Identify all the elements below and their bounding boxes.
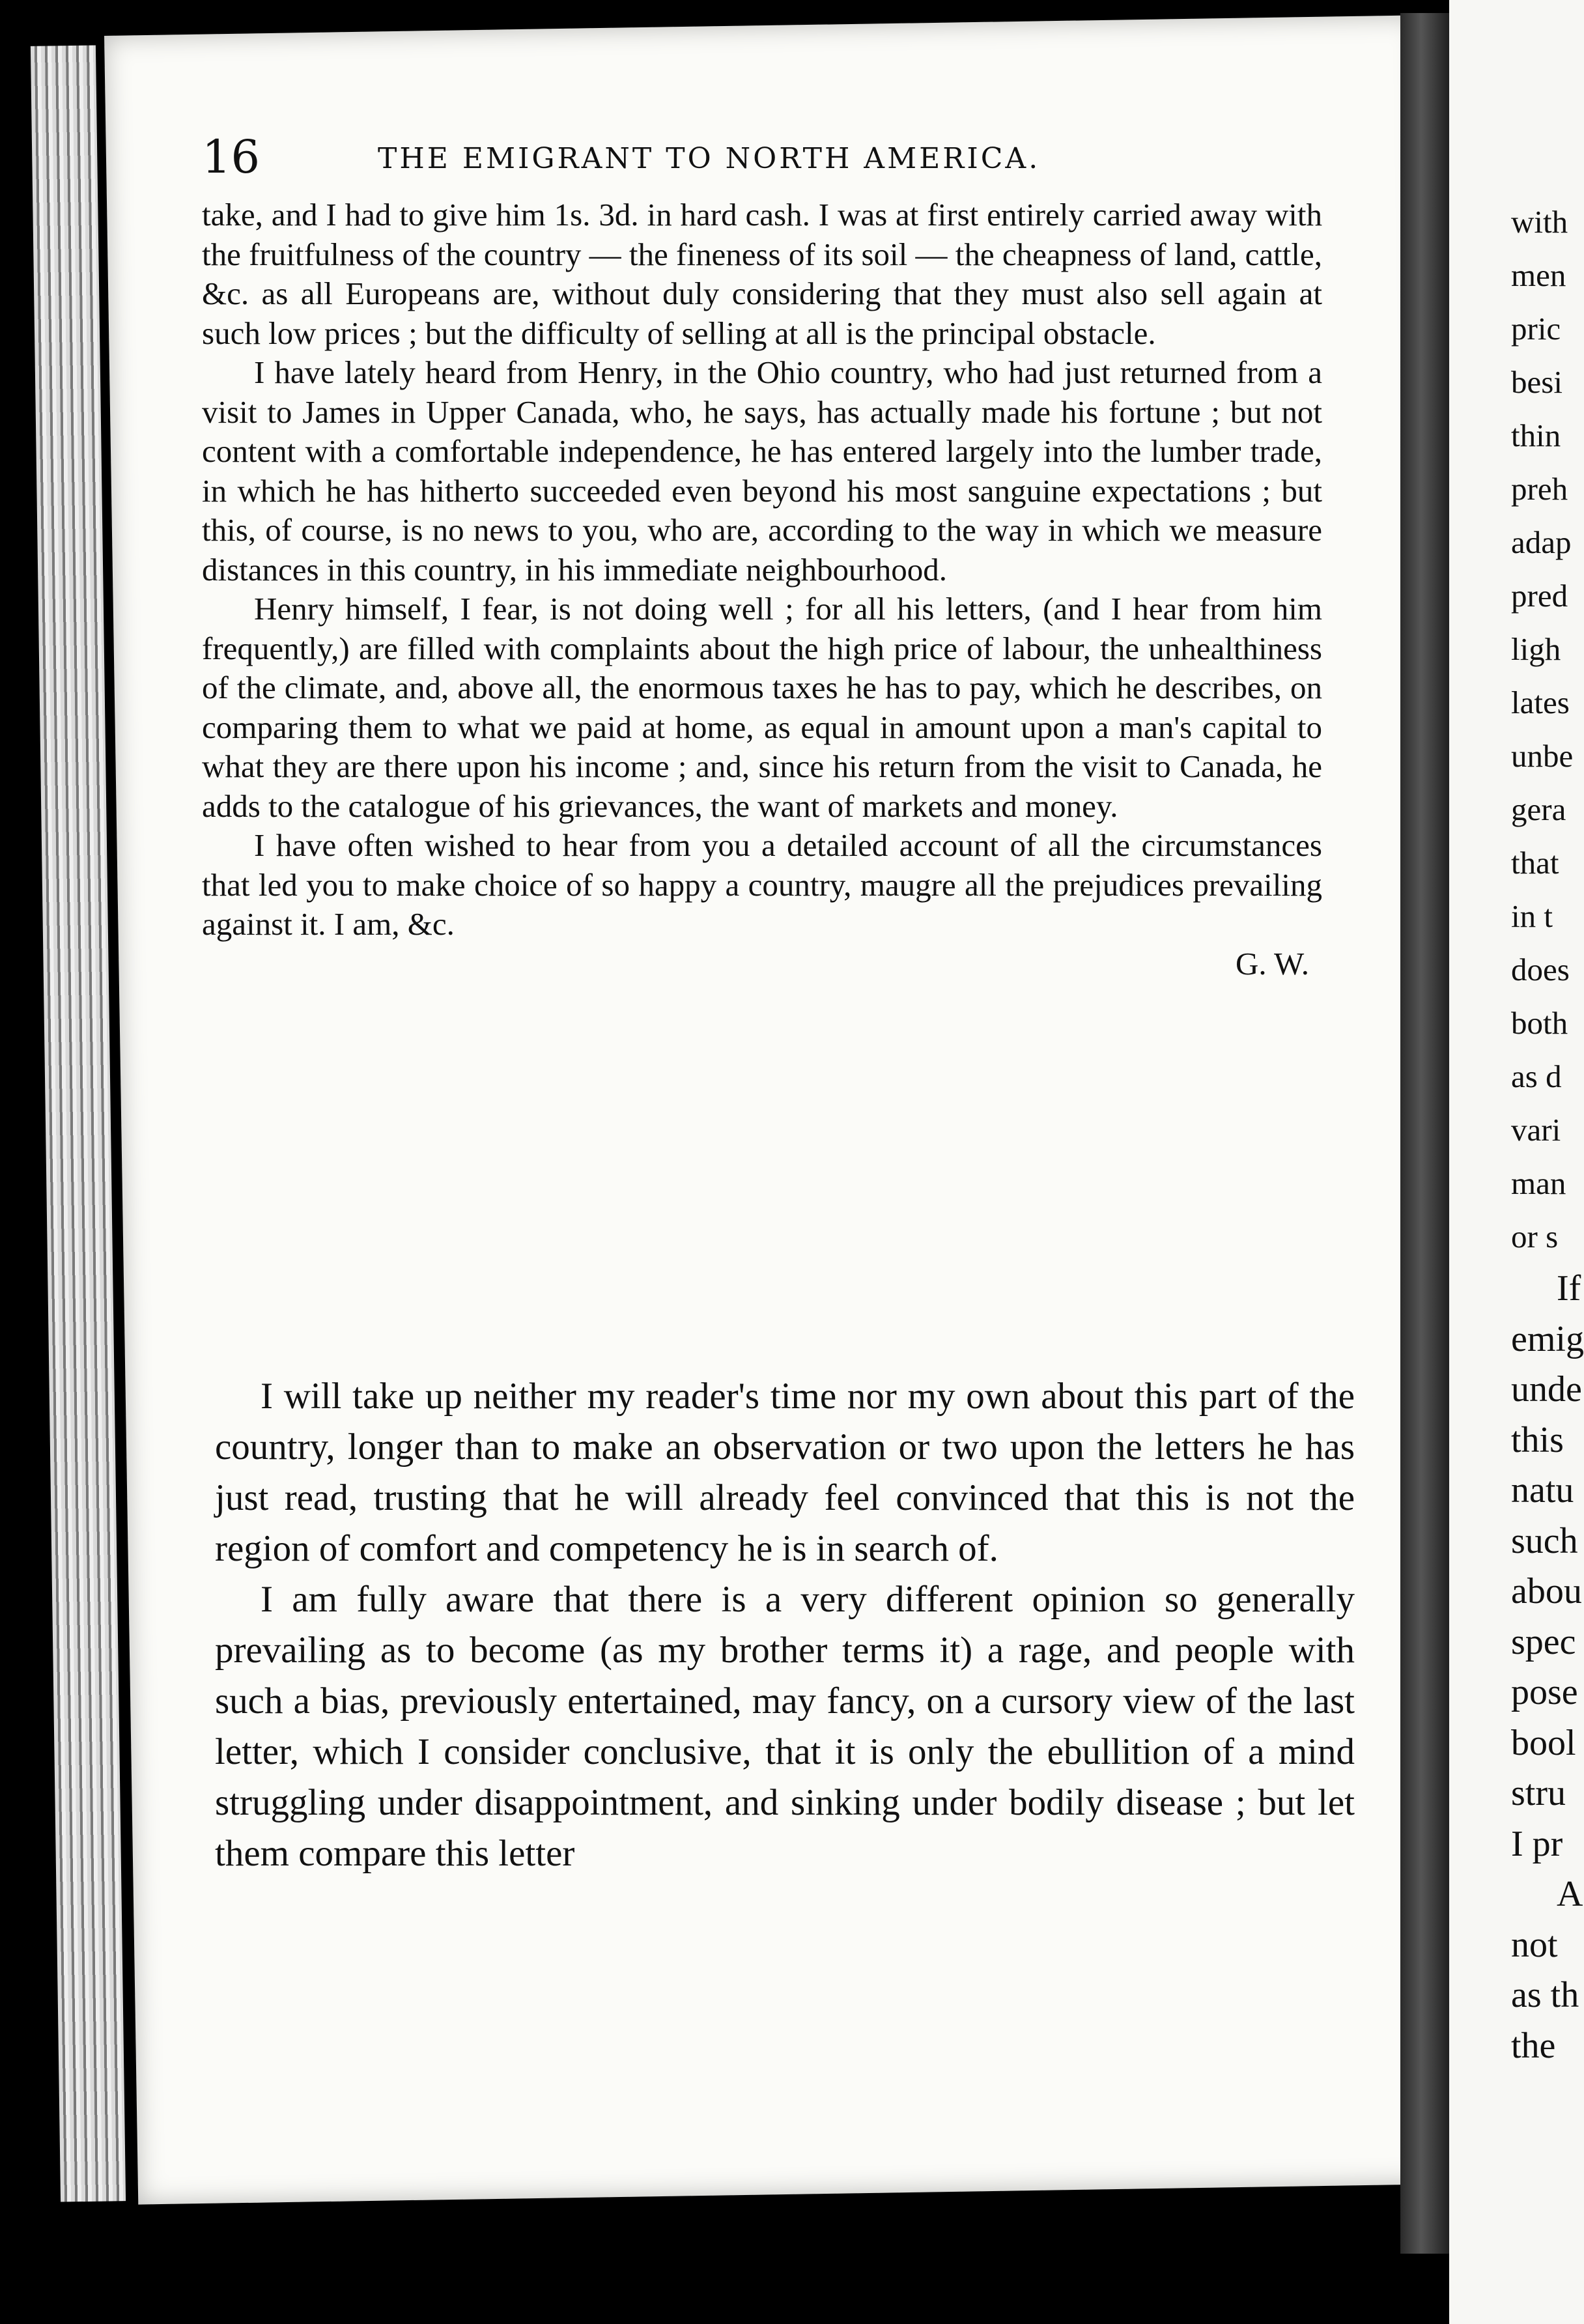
facing-line: lates [1511,685,1570,720]
facing-line: man [1511,1165,1566,1201]
letter-text [202,195,1322,984]
facing-line: If [1557,1268,1581,1309]
letter-signature: G. W. [1235,945,1309,982]
facing-line: spec [1511,1621,1576,1662]
letter-paragraph: I have often wished to hear from you a detailed account of all the circumstances that led you to make choice of so happy a country, maugre all the prejudices prevailing against it. I am, &c. [202,827,1322,942]
facing-line: such [1511,1520,1578,1561]
page-number: 16 [202,130,261,184]
facing-line: emig [1511,1318,1584,1359]
facing-line: does [1511,952,1570,987]
facing-line: that [1511,845,1559,881]
facing-line: A [1557,1874,1583,1914]
page-header [202,130,1309,189]
letter-paragraph: take, and I had to give him 1s. 3d. in hard cash. I was at first entirely carried away with the fruitfulness of the country — the fineness of its soil — the cheapness of land, cattle, &c. as all Europeans are, without duly considering that they must also sell again at such low prices ; but the difficulty of selling at all is the principal obstacle. [202,197,1323,351]
facing-line: vari [1511,1112,1561,1148]
letter-paragraph: Henry himself, I fear, is not doing well ; for all his letters, (and I hear from him frequently,) are filled with complaints about the high price of labour, the unhealthiness of the climate, and, above all, the enormous taxes he has to pay, which he describes, on comparing them to what we paid at home, as equal in amount upon a man's capital to what they are there upon his income ; and, since his return from the visit to Canada, he adds to the catalogue of his grievances, the want of markets and money. [202,591,1322,824]
facing-line: abou [1511,1571,1582,1611]
facing-line: or s [1511,1219,1559,1254]
facing-line: as d [1511,1058,1562,1094]
facing-line: unbe [1511,738,1574,774]
facing-line: men [1511,257,1566,293]
facing-line: natu [1511,1470,1574,1510]
facing-line: unde [1511,1369,1582,1410]
facing-line: the [1511,2025,1556,2066]
facing-line: stru [1511,1773,1566,1813]
book-gutter [1400,13,1452,2254]
facing-line: as th [1511,1975,1579,2015]
facing-line: in t [1511,898,1553,934]
facing-line: ligh [1511,631,1561,667]
facing-line: bool [1511,1722,1576,1763]
facing-line: I pr [1511,1823,1563,1864]
facing-page [1449,0,1584,2324]
facing-line: not [1511,1924,1558,1965]
facing-line: gera [1511,791,1566,827]
facing-line: preh [1511,471,1568,507]
body-paragraph: I am fully aware that there is a very different opinion so generally prevailing as to become (as my brother terms it) a rage, and people with such a bias, previously entertained, may fancy, on a cursory view of the last letter, which I consider conclusive, that it is only the ebullition of a mind struggling under disappointment, and sinking under bodily disease ; but let them compare this letter [215,1579,1355,1874]
facing-line: this [1511,1419,1564,1460]
body-paragraph: I will take up neither my reader's time nor my own about this part of the country, longer than to make an observation or two upon the letters he has just read, trusting that he will already feel convinced that this is not the region of comfort and competency he is in search of. [215,1376,1355,1569]
facing-line: pric [1511,311,1561,347]
facing-line: besi [1511,364,1563,400]
letter-paragraph: I have lately heard from Henry, in the Ohio country, who had just returned from a visit to James in Upper Canada, who, he says, has actually made his fortune ; but not content with a comfortable independence, he has entered largely into the lumber trade, in which he has hitherto succeeded even beyond his most sanguine expectations ; but this, of course, is no news to you, who are, according to the way in which we measure distances in this country, in his immediate neighbourhood. [202,354,1322,588]
facing-line: pred [1511,578,1568,614]
facing-line: adap [1511,524,1572,560]
facing-page-text [1511,195,1584,2071]
facing-line: with [1511,204,1568,240]
running-title: THE EMIGRANT TO NORTH AMERICA. [378,142,1041,175]
facing-line: pose [1511,1672,1578,1712]
body-text [215,1371,1355,1879]
facing-line: both [1511,1005,1568,1041]
facing-line: thin [1511,418,1561,453]
